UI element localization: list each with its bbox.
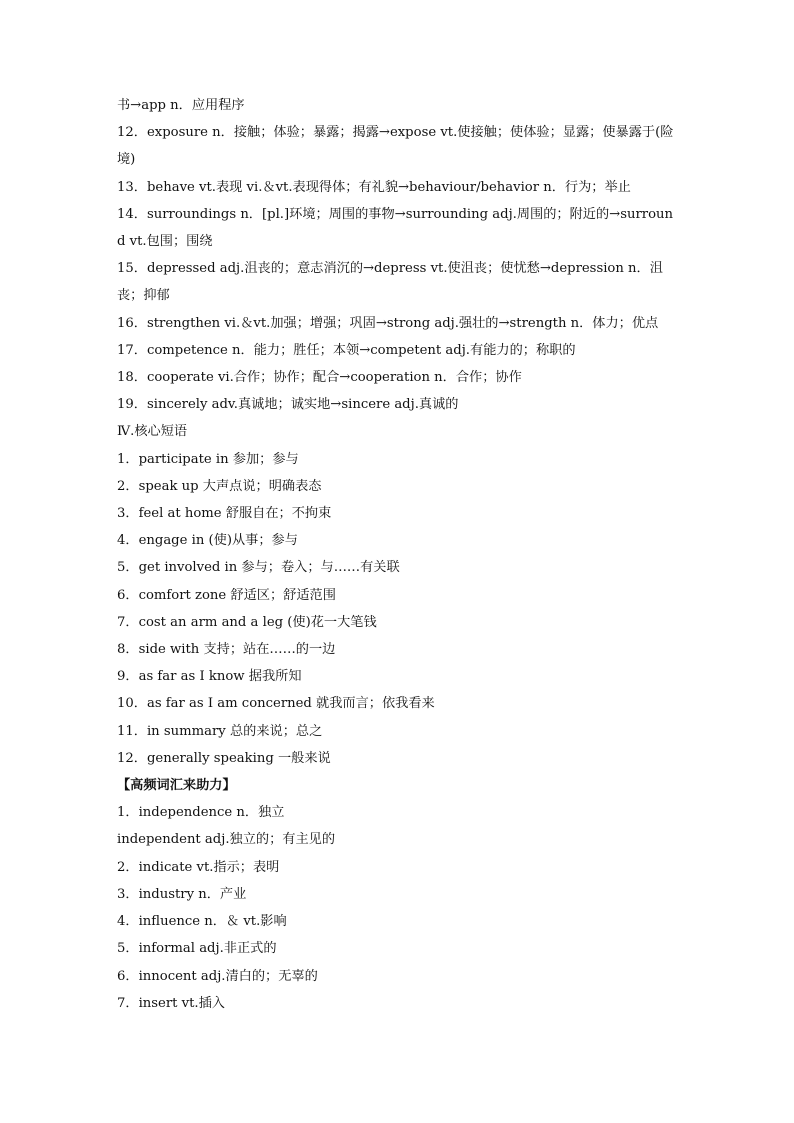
text-line: 19．sincerely adv.真诚地；诚实地→sincere adj.真诚的 xyxy=(117,397,459,413)
phrase-item: 7．cost an arm and a leg (使)花一大笔钱 xyxy=(117,614,377,630)
text-line: 书→app n．应用程序 xyxy=(117,98,245,113)
text-line: 12．exposure n．接触；体验；暴露；揭露→expose vt.使接触；使体验；显露；使暴露于(险境) xyxy=(117,125,674,168)
text-line: 16．strengthen vi.＆vt.加强；增强；巩固→strong adj.强壮的→strength n．体力；优点 xyxy=(117,315,659,331)
phrase-item: 2．speak up 大声点说；明确表态 xyxy=(117,478,322,494)
vocab-item: 2．indicate vt.指示；表明 xyxy=(117,859,280,875)
section-heading: Ⅳ.核心短语 xyxy=(117,424,188,440)
text-line: 13．behave vt.表现 vi.＆vt.表现得体；有礼貌→behaviour/behavior n．行为；举止 xyxy=(117,179,631,195)
phrase-item: 12．generally speaking 一般来说 xyxy=(117,750,331,766)
phrase-item: 3．feel at home 舒服自在；不拘束 xyxy=(117,506,332,522)
phrase-item: 11．in summary 总的来说；总之 xyxy=(117,723,323,739)
phrase-item: 5．get involved in 参与；卷入；与……有关联 xyxy=(117,560,400,576)
phrase-item: 4．engage in (使)从事；参与 xyxy=(117,533,298,549)
vocab-item: 6．innocent adj.清白的；无辜的 xyxy=(117,968,318,984)
text-line: 14．surroundings n．[pl.]环境；周围的事物→surrounding adj.周围的；附近的→surround vt.包围；围绕 xyxy=(117,206,674,250)
vocab-item: 1．independence n．独立 xyxy=(117,805,285,821)
phrase-item: 6．comfort zone 舒适区；舒适范围 xyxy=(117,587,336,603)
section-heading: 【高频词汇来助力】 xyxy=(117,778,236,794)
vocab-item: 5．informal adj.非正式的 xyxy=(117,941,277,957)
text-line: 15．depressed adj.沮丧的；意志消沉的→depress vt.使沮丧；使忧愁→depression n．沮丧；抑郁 xyxy=(117,261,663,304)
vocab-item: 7．insert vt.插入 xyxy=(117,995,225,1011)
phrase-item: 8．side with 支持；站在……的一边 xyxy=(117,642,336,658)
vocab-item: independent adj.独立的；有主见的 xyxy=(117,832,336,848)
text-line: 18．cooperate vi.合作；协作；配合→cooperation n．合作；协作 xyxy=(117,370,522,386)
phrase-item: 9．as far as I know 据我所知 xyxy=(117,669,302,685)
vocab-item: 4．influence n．＆ vt.影响 xyxy=(117,914,287,930)
phrase-item: 10．as far as I am concerned 就我而言；依我看来 xyxy=(117,696,435,712)
vocab-item: 3．industry n．产业 xyxy=(117,886,247,902)
text-line: 17．competence n．能力；胜任；本领→competent adj.有能力的；称职的 xyxy=(117,342,576,358)
phrase-item: 1．participate in 参加；参与 xyxy=(117,451,299,467)
document-body xyxy=(117,92,679,1017)
